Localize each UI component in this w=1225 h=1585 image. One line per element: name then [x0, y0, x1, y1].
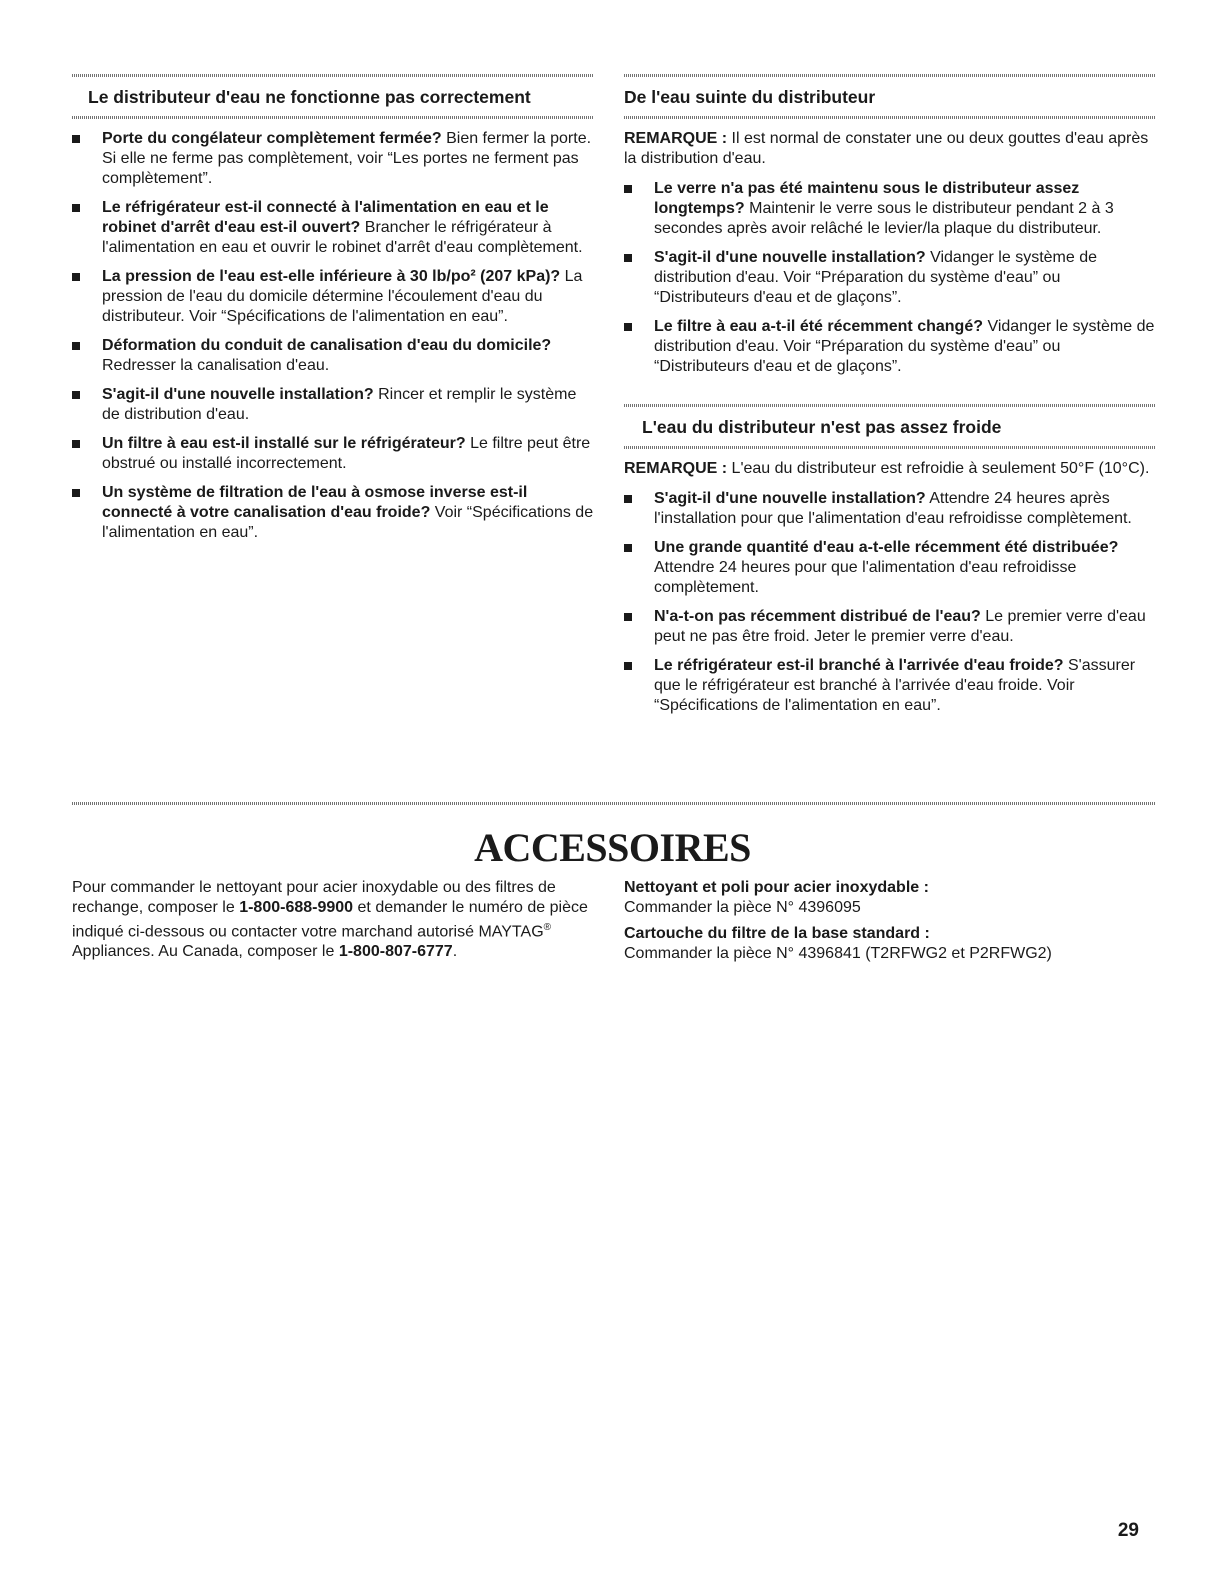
troubleshoot-list — [624, 489, 1156, 716]
item-question: Le verre n'a pas été maintenu sous le distributeur assez longtemps? — [654, 180, 1080, 217]
section-rule — [72, 802, 1156, 805]
item-answer: Brancher le réfrigérateur à l'alimentation en eau et ouvrir le robinet d'arrêt d'eau complètement. — [102, 219, 583, 256]
bullet-icon — [624, 323, 632, 331]
accessory-detail: Commander la pièce N° 4396841 (T2RFWG2 et P2RFWG2) — [624, 945, 1052, 962]
item-question: S'agit-il d'une nouvelle installation? — [102, 386, 374, 403]
list-item — [72, 198, 594, 258]
item-question: S'agit-il d'une nouvelle installation? — [654, 490, 926, 507]
intro-text: et demander le numéro de pièce indiqué ci-dessous ou contacter votre marchand autorisé MAYTAG — [72, 899, 588, 941]
item-question: Le réfrigérateur est-il branché à l'arrivée d'eau froide? — [654, 657, 1064, 674]
troubleshoot-list — [624, 179, 1156, 377]
list-item — [624, 317, 1156, 377]
item-answer: Attendre 24 heures après l'installation pour que l'alimentation d'eau refroidisse complètement. — [654, 490, 1132, 527]
item-answer: S'assurer que le réfrigérateur est branché à l'arrivée d'eau froide. Voir “Spécifications de l'alimentation en eau”. — [654, 657, 1136, 714]
list-item — [72, 385, 594, 425]
item-answer: Le premier verre d'eau peut ne pas être froid. Jeter le premier verre d'eau. — [654, 608, 1146, 645]
accessory-item — [624, 878, 1156, 918]
bullet-icon — [72, 440, 80, 448]
bullet-icon — [624, 544, 632, 552]
item-answer: Redresser la canalisation d'eau. — [102, 357, 330, 374]
list-item — [624, 179, 1156, 239]
bullet-icon — [624, 613, 632, 621]
accessories-list — [624, 878, 1156, 970]
item-question: N'a-t-on pas récemment distribué de l'eau? — [654, 608, 981, 625]
bullet-icon — [624, 662, 632, 670]
bullet-icon — [624, 185, 632, 193]
list-item — [624, 607, 1156, 647]
list-item — [72, 267, 594, 327]
list-item — [72, 483, 594, 543]
bullet-icon — [72, 273, 80, 281]
note-label: REMARQUE : — [624, 130, 728, 147]
item-question: Le filtre à eau a-t-il été récemment changé? — [654, 318, 983, 335]
item-question: Le réfrigérateur est-il connecté à l'alimentation en eau et le robinet d'arrêt d'eau est-il ouvert? — [102, 199, 549, 236]
accessories-intro — [72, 878, 594, 962]
item-answer: Attendre 24 heures pour que l'alimentation d'eau refroidisse complètement. — [654, 559, 1077, 596]
item-answer: Voir “Spécifications de l'alimentation en eau”. — [102, 504, 594, 541]
intro-text: Appliances. Au Canada, composer le — [72, 943, 339, 961]
note-text: L'eau du distributeur est refroidie à seulement 50°F (10°C). — [727, 460, 1150, 477]
accessory-detail: Commander la pièce N° 4396095 — [624, 899, 861, 916]
section-rule — [624, 404, 1156, 407]
section-heading: De l'eau suinte du distributeur — [624, 87, 876, 107]
intro-text: . — [452, 943, 458, 961]
list-item — [624, 538, 1156, 598]
phone-us: 1-800-688-9900 — [239, 899, 354, 916]
accessory-name: Nettoyant et poli pour acier inoxydable : — [624, 879, 929, 896]
item-answer: La pression de l'eau du domicile détermine l'écoulement d'eau du distributeur. Voir “Spécifications de l'alimentation en eau”. — [102, 268, 583, 325]
bullet-icon — [72, 391, 80, 399]
item-answer: Le filtre peut être obstrué ou installé incorrectement. — [102, 435, 591, 472]
note — [624, 129, 1156, 169]
bullet-icon — [72, 342, 80, 350]
section-rule — [72, 116, 594, 119]
item-question: Un système de filtration de l'eau à osmose inverse est-il connecté à votre canalisation d'eau froide? — [102, 484, 528, 521]
phone-canada: 1-800-807-6777 — [338, 943, 453, 961]
item-answer: Vidanger le système de distribution d'eau. Voir “Préparation du système d'eau” ou “Distributeurs d'eau et de glaçons”. — [654, 249, 1097, 306]
item-question: Déformation du conduit de canalisation d'eau du domicile? — [102, 337, 552, 354]
troubleshoot-list — [72, 129, 594, 543]
registered-mark: ® — [543, 922, 552, 933]
note — [624, 459, 1156, 479]
bullet-icon — [624, 254, 632, 262]
item-answer: Rincer et remplir le système de distribution d'eau. — [102, 386, 577, 423]
section-rule — [72, 74, 594, 77]
bullet-icon — [72, 135, 80, 143]
item-question: S'agit-il d'une nouvelle installation? — [654, 249, 926, 266]
section-rule — [624, 116, 1156, 119]
item-question: La pression de l'eau est-elle inférieure à 30 lb/po² (207 kPa)? — [102, 268, 561, 285]
accessory-item — [624, 924, 1156, 964]
left-column — [72, 74, 594, 552]
item-question: Une grande quantité d'eau a-t-elle récemment été distribuée? — [654, 539, 1119, 556]
list-item — [72, 336, 594, 376]
list-item — [624, 489, 1156, 529]
section-heading: L'eau du distributeur n'est pas assez froide — [642, 417, 1002, 437]
section-heading: Le distributeur d'eau ne fonctionne pas correctement — [88, 87, 531, 107]
item-answer: Bien fermer la porte. Si elle ne ferme pas complètement, voir “Les portes ne ferment pas complètement”. — [102, 130, 592, 187]
bullet-icon — [72, 204, 80, 212]
note-label: REMARQUE : — [624, 460, 728, 477]
list-item — [624, 248, 1156, 308]
list-item — [72, 129, 594, 189]
list-item — [624, 656, 1156, 716]
item-question: Porte du congélateur complètement fermée? — [102, 130, 442, 147]
note-text: Il est normal de constater une ou deux gouttes d'eau après la distribution d'eau. — [624, 130, 1149, 167]
accessories-title: ACCESSOIRES — [474, 825, 751, 870]
section-rule — [624, 446, 1156, 449]
intro-text: Pour commander le nettoyant pour acier inoxydable ou des filtres de rechange, composer le — [72, 879, 556, 916]
accessory-name: Cartouche du filtre de la base standard : — [624, 925, 930, 942]
list-item — [72, 434, 594, 474]
item-question: Un filtre à eau est-il installé sur le réfrigérateur? — [102, 435, 466, 452]
section-rule — [624, 74, 1156, 77]
bullet-icon — [624, 495, 632, 503]
item-answer: Maintenir le verre sous le distributeur pendant 2 à 3 secondes après avoir relâché le levier/la plaque du distributeur. — [654, 200, 1114, 237]
bullet-icon — [72, 489, 80, 497]
page-number: 29 — [1117, 1520, 1139, 1541]
right-column — [624, 74, 1156, 725]
item-answer: Vidanger le système de distribution d'eau. Voir “Préparation du système d'eau” ou “Distributeurs d'eau et de glaçons”. — [654, 318, 1155, 375]
